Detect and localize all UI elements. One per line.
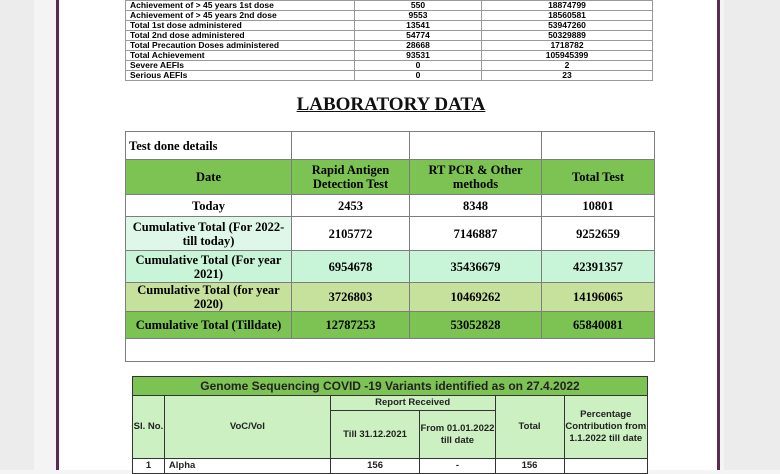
right-margin xyxy=(724,0,780,470)
table-row: Total Precaution Doses administered 28668 1718782 xyxy=(126,41,653,51)
column-header: Report Received xyxy=(330,396,495,411)
table-row: Total 2nd dose administered 54774 50329889 xyxy=(126,31,653,41)
table-header xyxy=(126,160,655,195)
table-row: Serious AEFIs 0 23 xyxy=(126,71,653,81)
column-header: RT PCR & Other methods xyxy=(410,160,542,195)
table-row: Severe AEFIs 0 2 xyxy=(126,61,653,71)
column-header: Date xyxy=(126,160,292,195)
table-row: Cumulative Total (Tilldate) 12787253 53052828 65840081 xyxy=(126,312,655,339)
column-header: Sl. No. xyxy=(133,396,165,459)
table-row: Achievement of > 45 years 1st dose 550 18874799 xyxy=(126,1,653,11)
laboratory-table xyxy=(125,131,655,362)
table-caption: Test done details xyxy=(126,132,292,160)
table-row: Total Achievement 93531 105945399 xyxy=(126,51,653,61)
column-header: Till 31.12.2021 xyxy=(330,411,420,459)
table-row: Achievement of > 45 years 2nd dose 9553 18560581 xyxy=(126,11,653,21)
column-header: From 01.01.2022 till date xyxy=(420,411,495,459)
column-header: Total xyxy=(495,396,564,459)
column-header: Rapid Antigen Detection Test xyxy=(292,160,410,195)
table-row: Cumulative Total (For 2022- till today) 2105772 7146887 9252659 xyxy=(126,217,655,251)
table-footer-row xyxy=(126,339,655,362)
document-page xyxy=(56,0,720,470)
table-header xyxy=(133,396,648,411)
column-header: Total Test xyxy=(542,160,655,195)
table-caption-row xyxy=(126,132,655,160)
table-row: Cumulative Total (for year 2020) 3726803 10469262 14196065 xyxy=(126,283,655,312)
vaccination-table xyxy=(125,0,653,81)
table-title-row xyxy=(133,377,648,396)
table-row: Today 2453 8348 10801 xyxy=(126,195,655,217)
table-row: 1 Alpha 156 - 156 xyxy=(133,459,648,474)
table-title: Genome Sequencing COVID -19 Variants identified as on 27.4.2022 xyxy=(133,377,648,396)
section-title: LABORATORY DATA xyxy=(296,94,486,115)
left-margin xyxy=(0,0,34,470)
column-header: Percentage Contribution from 1.1.2022 till date xyxy=(564,396,647,459)
genome-table xyxy=(132,376,648,474)
table-row: Cumulative Total (For year 2021) 6954678 35436679 42391357 xyxy=(126,251,655,283)
table-row: Total 1st dose administered 13541 53947260 xyxy=(126,21,653,31)
column-header: VoC/VoI xyxy=(164,396,330,459)
